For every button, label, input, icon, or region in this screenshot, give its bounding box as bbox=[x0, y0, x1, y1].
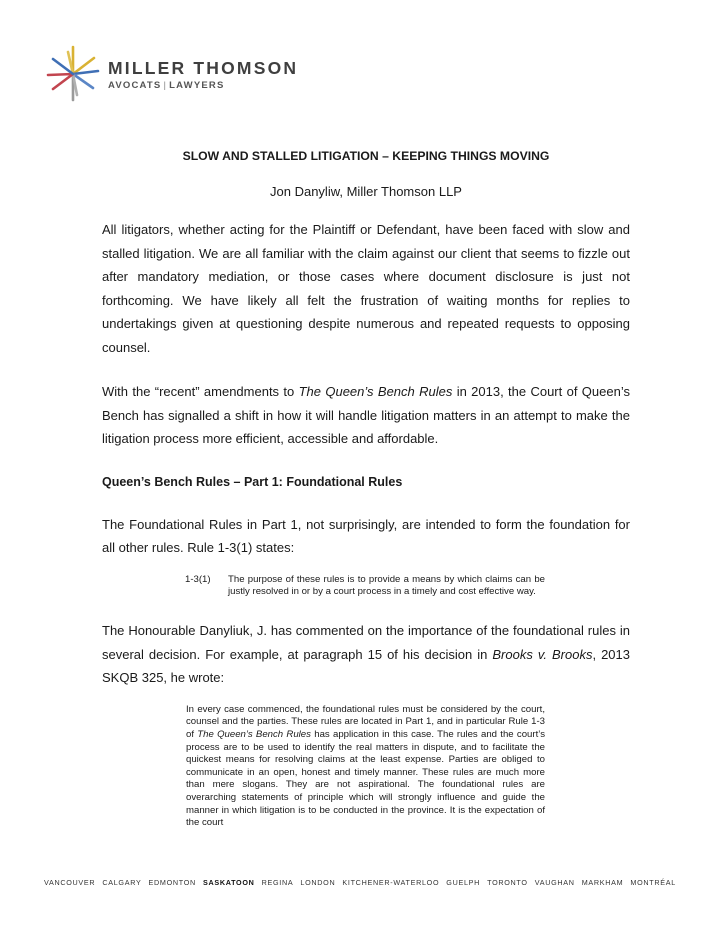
section-heading: Queen’s Bench Rules – Part 1: Foundational Rules bbox=[102, 474, 403, 489]
city-markham: MARKHAM bbox=[581, 878, 624, 887]
firm-tagline bbox=[108, 80, 225, 91]
city-vaughan: VAUGHAN bbox=[534, 878, 575, 887]
tagline-french: AVOCATS bbox=[108, 80, 162, 91]
quote-rules-italic: The Queen’s Bench Rules bbox=[197, 729, 311, 740]
city-montreal: MONTRÉAL bbox=[630, 878, 676, 887]
document-author: Jon Danyliw, Miller Thomson LLP bbox=[270, 184, 462, 199]
paragraph-danyliuk: The Honourable Danyliuk, J. has commented on the importance of the foundational rules in several decision. For example, at paragraph 15 of his decision in Brooks v. Brooks, 2013 SKQB 325, he wrote: bbox=[102, 623, 630, 686]
city-regina: REGINA bbox=[261, 878, 294, 887]
city-toronto: TORONTO bbox=[487, 878, 528, 887]
rules-title-italic: The Queen’s Bench Rules bbox=[298, 384, 453, 399]
city-saskatoon: SASKATOON bbox=[202, 878, 255, 887]
case-name-italic: Brooks v. Brooks bbox=[492, 646, 593, 662]
tagline-english: LAWYERS bbox=[169, 80, 225, 91]
paragraph-amendments: With the “recent” amendments to The Queen’s Bench Rules in 2013, the Court of Queen’s Bench has signalled a shift in how it will handle litigation matters in an attempt to make the litigation process more efficient, accessible and affordable. bbox=[102, 384, 630, 446]
city-london: LONDON bbox=[300, 878, 336, 887]
rule-number: 1-3(1) bbox=[185, 573, 211, 585]
firm-name: MILLER THOMSON bbox=[108, 58, 299, 78]
city-vancouver: VANCOUVER bbox=[44, 878, 96, 887]
star-logo-icon bbox=[44, 44, 102, 104]
city-kitchener-waterloo: KITCHENER-WATERLOO bbox=[342, 878, 440, 887]
paragraph-foundational: The Foundational Rules in Part 1, not surprisingly, are intended to form the foundation for all other rules. Rule 1-3(1) states: bbox=[102, 516, 630, 555]
rule-quote bbox=[185, 574, 545, 599]
block-quote: In every case commenced, the foundational rules must be considered by the court, counsel and the parties. These rules are located in Part 1, and in particular Rule 1-3 of The Queen’s Bench Rules has application in this case. The rules and the court’s process are to be used to identify the real matters in dispute, and to facilitate the quickest means for resolving claims at the least expense. Parties are obliged to communicate in an open, honest and timely manner. These rules are much more than mere slogans. They are not aspirational. The foundational rules are overarching statements of principle which will strongly influence and guide the manner in which litigation is to be conducted in the province. It is the expectation of the court bbox=[186, 703, 545, 829]
firm-logo bbox=[44, 44, 299, 106]
document-title: SLOW AND STALLED LITIGATION – KEEPING THINGS MOVING bbox=[182, 149, 550, 163]
city-calgary: CALGARY bbox=[102, 878, 142, 887]
rule-text: The purpose of these rules is to provide a means by which claims can be justly resolved in or by a court process in a timely and cost effective way. bbox=[228, 573, 545, 597]
tagline-separator: | bbox=[163, 80, 168, 91]
office-locations bbox=[44, 878, 676, 887]
city-guelph: GUELPH bbox=[446, 878, 481, 887]
paragraph-intro: All litigators, whether acting for the Plaintiff or Defendant, have been faced with slow and stalled litigation. We are all familiar with the claim against our client that seems to fizzle out after mandatory mediation, or those cases where document disclosure is just not forthcoming. We have likely all felt the frustration of waiting months for replies to undertakings given at questioning despite numerous and repeated requests to opposing counsel. bbox=[102, 222, 630, 355]
document-body bbox=[102, 146, 630, 830]
city-edmonton: EDMONTON bbox=[148, 878, 196, 887]
